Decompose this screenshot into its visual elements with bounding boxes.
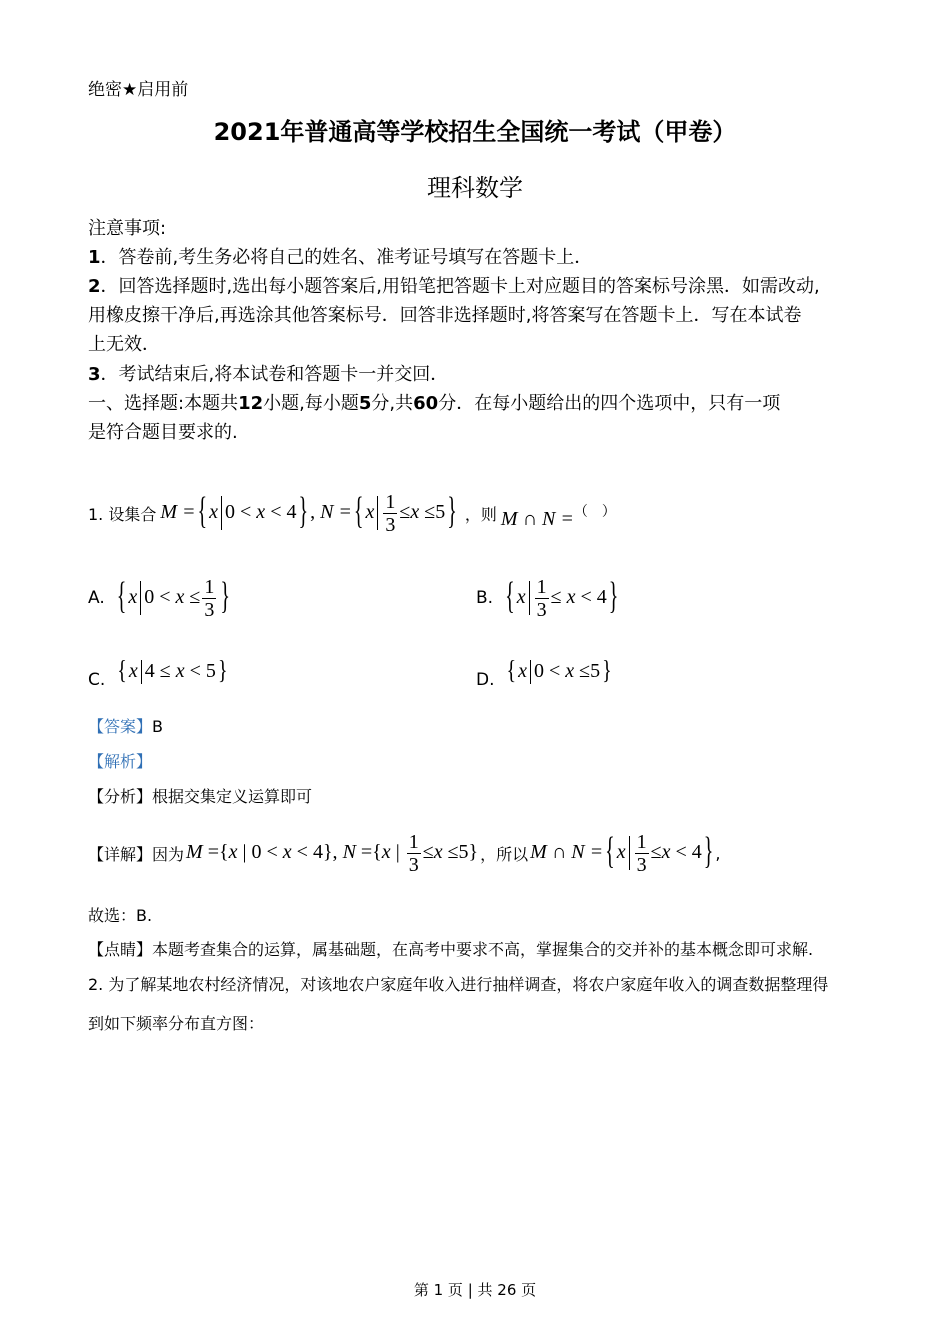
choose-line (88, 903, 152, 929)
fenxi-tag: 【分析】 (88, 787, 153, 806)
intersection-formula: M ∩ N = (500, 507, 574, 530)
fenxi-text: 根据交集定义运算即可 (152, 787, 313, 806)
question-1-then: ，则 (464, 504, 497, 524)
question-1-paren: （ ） (573, 504, 616, 520)
question-1-label: 1. 设集合 (88, 504, 157, 524)
question-2-line-a (88, 972, 828, 998)
detail-formula-1: M ={x | 0 < x < 4}, N ={x | $\frac{1}{3}$ ≤x ≤5} (186, 830, 479, 876)
note-2-number: 2 (88, 276, 101, 297)
choose-text: 故选：B. (88, 906, 153, 925)
exam-title: 2021年普通高等学校招生全国统一考试（甲卷） (213, 118, 737, 146)
note-3 (88, 362, 448, 388)
detail-text-a: 因为 (152, 844, 185, 864)
comment-text: 本题考查集合的运算，属基础题，在高考中要求不高，掌握集合的交并补的基本概念即可求解. (152, 940, 814, 959)
note-1 (88, 245, 592, 271)
option-b[interactable] (476, 572, 620, 624)
notes-heading-text: 注意事项: (88, 218, 167, 239)
note-2-text-a: ．回答选择题时,选出每小题答案后,用铅笔把答题卡上对应题目的答案标号涂黑．如需改动, (100, 276, 820, 297)
note-1-number: 1 (88, 247, 101, 268)
option-d-formula: { x 0 < x ≤5 } (506, 656, 612, 685)
option-a-formula: { x 0 < x ≤ $\frac{1}{3}$ } (116, 575, 230, 621)
note-2-text-c: 上无效． (88, 334, 160, 355)
note-2-cont2 (88, 332, 160, 358)
section-text-3: 分,共 (371, 393, 414, 414)
comment-line (88, 937, 813, 963)
answer-tag: 【答案】 (88, 717, 153, 736)
set-m-formula: M = { x 0 < x < 4 } , N = { x $\frac{1}{3}$ ≤x ≤5 } (160, 490, 457, 536)
note-3-number: 3 (88, 364, 101, 385)
note-2-text-b: 用橡皮擦干净后,再选涂其他答案标号．回答非选择题时,将答案写在答题卡上．写在本试卷 (88, 305, 802, 326)
notes-heading (88, 216, 166, 242)
detail-tag: 【详解】 (88, 844, 153, 864)
section-text-2: 小题,每小题 (263, 393, 359, 414)
option-a[interactable] (88, 572, 232, 624)
note-1-text: ．答卷前,考生务必将自己的姓名、准考证号填写在答题卡上． (100, 247, 593, 268)
section-heading-cont (88, 420, 238, 446)
section-heading (88, 391, 780, 417)
analysis-tag: 【解析】 (88, 752, 153, 771)
option-d-label: D. (476, 670, 495, 690)
option-c[interactable] (88, 652, 230, 692)
question-2-text-a: 2. 为了解某地农村经济情况，对该地农户家庭年收入进行抽样调查，将农户家庭年收入的调查数据整理得 (88, 975, 829, 994)
analysis-line (88, 749, 152, 775)
detail-text-b: ，所以 (480, 844, 529, 864)
section-text-4: 分．在每小题给出的四个选项中，只有一项 (438, 393, 781, 414)
page-footer: 第 1 页 | 共 26 页 (413, 1281, 537, 1299)
question-2-line-b (88, 1011, 264, 1037)
answer-value: B (152, 717, 163, 736)
option-b-formula: { x $\frac{1}{3}$ ≤ x < 4 } (505, 575, 619, 621)
points-each: 5 (358, 393, 372, 414)
note-2 (88, 274, 820, 300)
detail-line (88, 826, 721, 880)
option-c-label: C. (88, 670, 106, 690)
detail-formula-2: M ∩ N = { x $\frac{1}{3}$ ≤x < 4 } (530, 830, 714, 876)
secret-label: 绝密★启用前 (88, 80, 189, 100)
subject-title: 理科数学 (427, 174, 523, 202)
section-text-1: 一、选择题:本题共 (88, 393, 239, 414)
question-1-stem (88, 488, 616, 538)
option-b-label: B. (476, 588, 494, 608)
note-3-text: ．考试结束后,将本试卷和答题卡一并交回． (100, 364, 449, 385)
section-text-5: 是符合题目要求的. (88, 422, 238, 443)
option-c-formula: { x 4 ≤ x < 5 } (117, 656, 228, 685)
option-d[interactable] (476, 652, 614, 692)
points-total: 60 (413, 393, 439, 414)
option-a-label: A. (88, 588, 105, 608)
question-2-text-b: 到如下频率分布直方图： (88, 1014, 265, 1033)
comment-tag: 【点睛】 (88, 940, 153, 959)
note-2-cont (88, 303, 801, 329)
fenxi-line (88, 784, 312, 810)
answer-line (88, 714, 163, 740)
detail-end: , (715, 843, 721, 863)
question-count: 12 (238, 393, 264, 414)
